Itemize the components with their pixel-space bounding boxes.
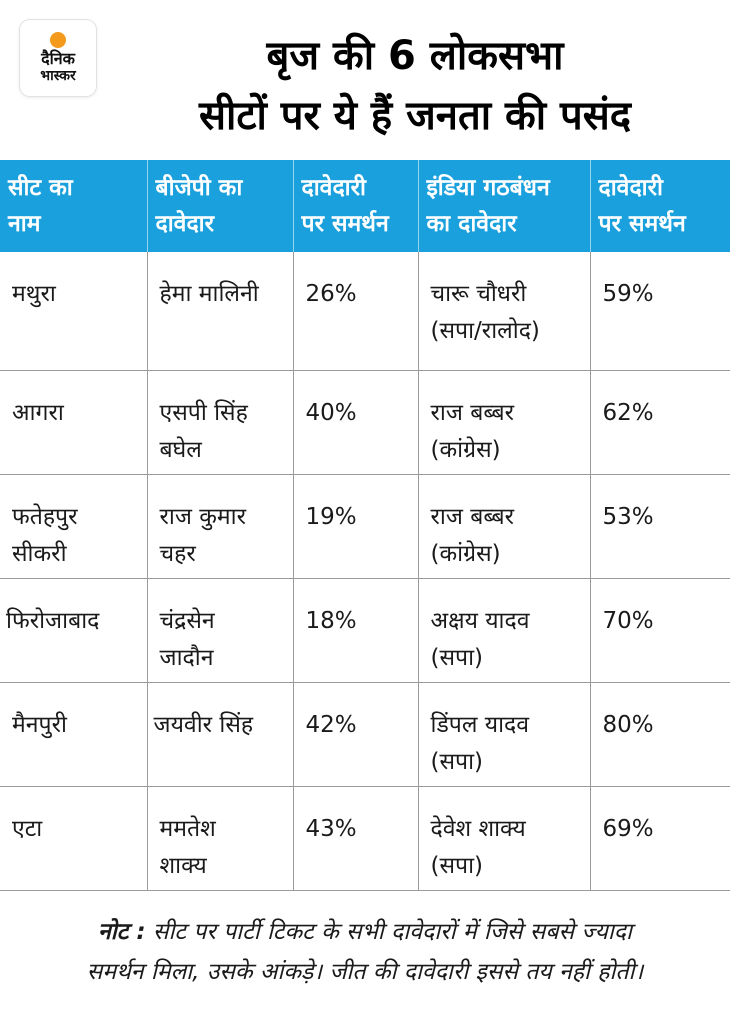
- sun-icon: [50, 32, 66, 48]
- dainik-bhaskar-logo: [20, 20, 96, 96]
- candidates-table: [0, 160, 730, 891]
- india-support-cell: 70%: [590, 578, 730, 682]
- seat-cell: मैनपुरी: [0, 682, 147, 786]
- india-candidate-cell: अक्षय यादव (सपा): [418, 578, 590, 682]
- bjp-support-cell: 18%: [293, 578, 418, 682]
- seat-cell: फतेहपुर सीकरी: [0, 474, 147, 578]
- header-bjp-candidate: बीजेपी का दावेदार: [147, 160, 293, 252]
- india-candidate-cell: राज बब्बर (कांग्रेस): [418, 370, 590, 474]
- page-title: [100, 26, 730, 146]
- table-row: [0, 252, 730, 370]
- india-support-cell: 59%: [590, 252, 730, 370]
- table-row: [0, 682, 730, 786]
- logo-text-line2: भास्कर: [40, 68, 76, 84]
- bjp-support-cell: 43%: [293, 786, 418, 890]
- seat-cell: एटा: [0, 786, 147, 890]
- bjp-candidate-cell: एसपी सिंह बघेल: [147, 370, 293, 474]
- india-support-cell: 80%: [590, 682, 730, 786]
- india-candidate-cell: डिंपल यादव (सपा): [418, 682, 590, 786]
- table-row: [0, 578, 730, 682]
- india-candidate-cell: राज बब्बर (कांग्रेस): [418, 474, 590, 578]
- india-candidate-cell: देवेश शाक्य (सपा): [418, 786, 590, 890]
- footnote-label: नोट :: [98, 919, 146, 945]
- bjp-candidate-cell: हेमा मालिनी: [147, 252, 293, 370]
- bjp-support-cell: 26%: [293, 252, 418, 370]
- table-header-row: [0, 160, 730, 252]
- bjp-candidate-cell: चंद्रसेन जादौन: [147, 578, 293, 682]
- bjp-candidate-cell: राज कुमार चहर: [147, 474, 293, 578]
- footnote: [0, 912, 730, 992]
- seat-cell: फिरोजाबाद: [0, 578, 147, 682]
- bjp-support-cell: 40%: [293, 370, 418, 474]
- header-india-support: दावेदारी पर समर्थन: [590, 160, 730, 252]
- table-row: [0, 786, 730, 890]
- header-india-candidate: इंडिया गठबंधन का दावेदार: [418, 160, 590, 252]
- bjp-candidate-cell: जयवीर सिंह: [147, 682, 293, 786]
- footnote-line1: नोट : सीट पर पार्टी टिकट के सभी दावेदारों में जिसे सबसे ज्यादा: [98, 919, 632, 945]
- india-support-cell: 69%: [590, 786, 730, 890]
- bjp-support-cell: 19%: [293, 474, 418, 578]
- bjp-support-cell: 42%: [293, 682, 418, 786]
- title-line2: सीटों पर ये हैं जनता की पसंद: [198, 93, 632, 139]
- bjp-candidate-cell: ममतेश शाक्य: [147, 786, 293, 890]
- seat-cell: मथुरा: [0, 252, 147, 370]
- header-bjp-support: दावेदारी पर समर्थन: [293, 160, 418, 252]
- india-support-cell: 62%: [590, 370, 730, 474]
- seat-cell: आगरा: [0, 370, 147, 474]
- logo-text-line1: दैनिक: [41, 49, 75, 68]
- table-row: [0, 370, 730, 474]
- table-row: [0, 474, 730, 578]
- footnote-line2: समर्थन मिला, उसके आंकड़े। जीत की दावेदारी इससे तय नहीं होती।: [86, 959, 644, 985]
- title-line1: बृज की 6 लोकसभा: [266, 33, 564, 79]
- india-candidate-cell: चारू चौधरी (सपा/रालोद): [418, 252, 590, 370]
- india-support-cell: 53%: [590, 474, 730, 578]
- header-seat-name: सीट का नाम: [0, 160, 147, 252]
